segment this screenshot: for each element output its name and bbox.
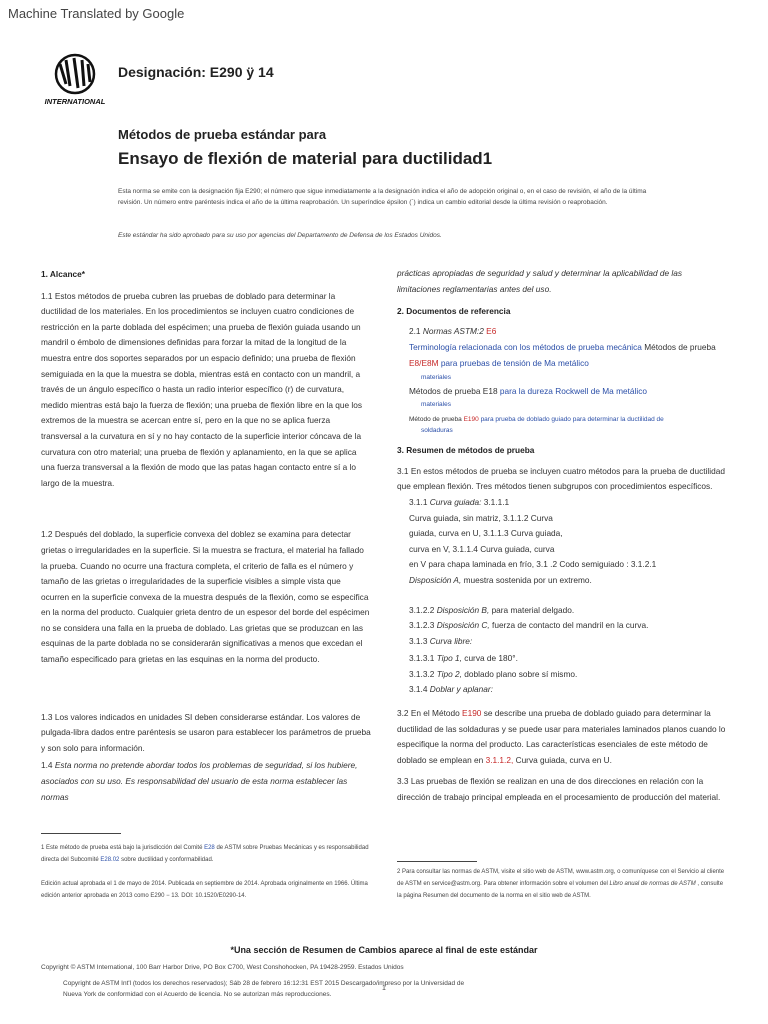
link-e8[interactable]: E8/E8M (409, 357, 439, 368)
para-1-4-cont: prácticas apropiadas de seguridad y salud y determinar la aplicabilidad de las limitaciones reglamentarias antes del uso. (397, 268, 683, 294)
link-e6-title[interactable]: Terminología relacionada con los métodos de prueba mecánica (409, 342, 642, 353)
link-3-1-1-2[interactable]: 3.1.1.2, (485, 754, 514, 765)
footnote-1: 1 Este método de prueba está bajo la jurisdicción del Comité E28 de ASTM sobre Pruebas Mecánicas y es responsabilidad directa del Subcomité E28.02 sobre ductilidad y conformabilidad. (41, 845, 369, 863)
designation: Designación: E290 ÿ 14 (118, 64, 274, 80)
summary-of-changes-note: *Una sección de Resumen de Cambios aparece al final de este estándar (230, 945, 538, 955)
footnote-rule-right (397, 861, 477, 862)
link-e190-ref[interactable]: E190 (463, 416, 479, 424)
license-line: Copyright de ASTM Int'l (todos los derechos reservados); Sáb 28 de febrero 16:12:31 EST 2015 Descargado/impreso por la Universidad de Nueva York de conformidad con el Acuerdo de licencia. No se autorizan más reproducciones. (63, 980, 465, 998)
left-column (41, 267, 371, 805)
reference-e190: Método de prueba E190 para prueba de doblado guiado para determinar la ductilidad de soldaduras (409, 416, 664, 435)
right-column (397, 266, 727, 806)
para-3-3: 3.3 Las pruebas de flexión se realizan en una de dos direcciones en relación con la dirección de trabajo principal empleada en el procesamiento de producción del material. (397, 776, 721, 803)
para-1-3: 1.3 Los valores indicados en unidades SI deben considerarse estándar. Los valores de pulgada-libra dados entre paréntesis se usaron para establecer los parámetros de prueba y son solo para información. (41, 711, 371, 753)
machine-translated-banner: Machine Translated by Google (8, 6, 185, 21)
link-e190[interactable]: E190 (462, 708, 482, 719)
para-1-1: 1.1 Estos métodos de prueba cubren las pruebas de doblado para determinar la ductilidad de los materiales. En los procedimientos se incluyen cuatro condiciones de restricción en la parte doblada del espécimen; una prueba de flexión guiada usando un mandril o émbolo de dimensiones definidas para forzar la mitad de la longitud de la muestra entre dos soportes separados por un espacio definido; una prueba de flexión semiguiada en la que la muestra se dobla, mientras está en contacto con un mandril, a través de un ángulo específico o hasta un radio interior específico (r) de curvatura, medido mientras está bajo la fuerza de flexión; una prueba de flexión libre en la que los extremos de la muestra se acercan entre sí, pero en la que no se aplica fuerza transversal a la curvatura en sí y no hay contacto de la superficie interior cóncava de la curvatura con otro material; una prueba de flexión y aplanamiento, en la que se aplica una fuerza transversal a la flexión de modo que las patas hagan contacto entre sí a lo largo de la muestra. (41, 290, 363, 488)
intro-note: Esta norma se emite con la designación fija E290; el número que sigue inmediatamente a la designación indica el año de adopción original o, en el caso de revisión, el año de la última revisión. Un número entre paréntesis indica el año de la última reaprobación. Un superíndice épsilon (´) indica un cambio editorial desde la última revisión o reaprobación. (118, 188, 647, 206)
footnote-2: 2 Para consultar las normas de ASTM, visite el sitio web de ASTM, www.astm.org, o comuníquese con el Servicio al cliente de ASTM en service@astm.org. Para obtener información sobre el volumen del Libro anual de normas de ASTM , consulte la página Resumen del documento de la norma en el sitio web de ASTM. (397, 869, 725, 899)
logo-bottom-text: INTERNATIONAL (44, 97, 106, 106)
para-3-2: 3.2 En el Método E190 se describe una prueba de doblado guiado para determinar la ductilidad de las soldaduras y se puede usar para materiales laminados planos cuando lo especifique la norma del producto. Las características esenciales de este método de doblado se emplean en 3.1.1.2, Curva guiada, curva en U. (397, 708, 726, 765)
copyright-line: Copyright © ASTM International, 100 Barr Harbor Drive, PO Box C700, West Conshohocken, PA 19428-2959. Estados Unidos (41, 964, 404, 971)
link-e6[interactable]: E6 (486, 325, 497, 336)
footnote-rule-left (41, 833, 121, 834)
list-3-1-1: 3.1.1 Curva guiada: 3.1.1.1 Curva guiada, sin matriz, 3.1.1.2 Curva guiada, curva en U, 3.1.1.3 Curva guiada, curva en V, 3.1.1.4 Curva guiada, curva en V para chapa laminada en frío, 3.1 .2 Codo semiguiado : 3.1.2.1 Disposición A, muestra sostenida por un extremo. 3.1.2.2 Disposición B, para material delgado. 3.1.2.3 Disposición C, fuerza de contacto del mandril en la curva. 3.1.3 Curva libre: 3.1.3.1 Tipo 1, curva de 180°. 3.1.3.2 Tipo 2, doblado plano sobre sí mismo. 3.1.4 Doblar y aplanar: (409, 496, 657, 695)
standard-title-line1: Métodos de prueba estándar para (118, 127, 327, 142)
link-e28-02[interactable]: E28.02 (100, 857, 120, 863)
para-1-4: 1.4 Esta norma no pretende abordar todos los problemas de seguridad, si los hubiere, asociados con su uso. Es responsabilidad del usuario de esta norma establecer las normas (41, 760, 358, 802)
standard-title: Ensayo de flexión de material para ductilidad1 (118, 149, 493, 168)
para-1-2: 1.2 Después del doblado, la superficie convexa del doblez se examina para detectar grietas o irregularidades en la superficie. Si la muestra se fractura, el material ha fallado la prueba. Cuando no ocurre una fractura completa, el criterio de falla es el número y tamaño de las grietas o irregularidades de la superficie visibles a simple vista que ocurren en la superficie convexa de la muestra después de la flexión, como se especifica en la norma del producto. Cualquier grieta dentro de un espesor del borde del espécimen no se considera una falla en la prueba de doblado. Las grietas que se produzcan en las esquinas de la parte doblada no se considerarán significativas a menos que excedan el tamaño especificado para grietas en las esquinas en la norma del producto. (41, 529, 370, 665)
link-e28[interactable]: E28 (204, 845, 215, 851)
para-3-1: 3.1 En estos métodos de prueba se incluyen cuatro métodos para la prueba de ductilidad que emplean flexión. Tres métodos tienen subgrupos con procedimientos específicos. (397, 465, 725, 492)
page-number: 1 (382, 985, 386, 992)
approval-note: Este estándar ha sido aprobado para su uso por agencias del Departamento de Defensa de los Estados Unidos. (118, 232, 442, 239)
section-2-heading: 2. Documentos de referencia (397, 306, 511, 317)
astm-logo (40, 50, 110, 106)
footnote-1-edition: Edición actual aprobada el 1 de mayo de 2014. Publicada en septiembre de 2014. Aprobada originalmente en 1966. Última edición anterior aprobada en 2013 como E290 − 13. DOI: 10.1520/E0290-14. (41, 881, 368, 899)
link-e18[interactable]: para la dureza Rockwell de Ma metálico (499, 385, 647, 396)
reference-e18: Métodos de prueba E18 para la dureza Rockwell de Ma metálico materiales (409, 385, 647, 409)
reference-e8: Terminología relacionada con los métodos de prueba mecánica Métodos de prueba E8/E8M para pruebas de tensión de Ma metálico materiales (409, 342, 716, 381)
section-3-heading: 3. Resumen de métodos de prueba (397, 445, 535, 456)
section-1-heading: 1. Alcance* (41, 269, 85, 279)
para-2-1: 2.1 Normas ASTM:2 E6 (409, 325, 497, 336)
